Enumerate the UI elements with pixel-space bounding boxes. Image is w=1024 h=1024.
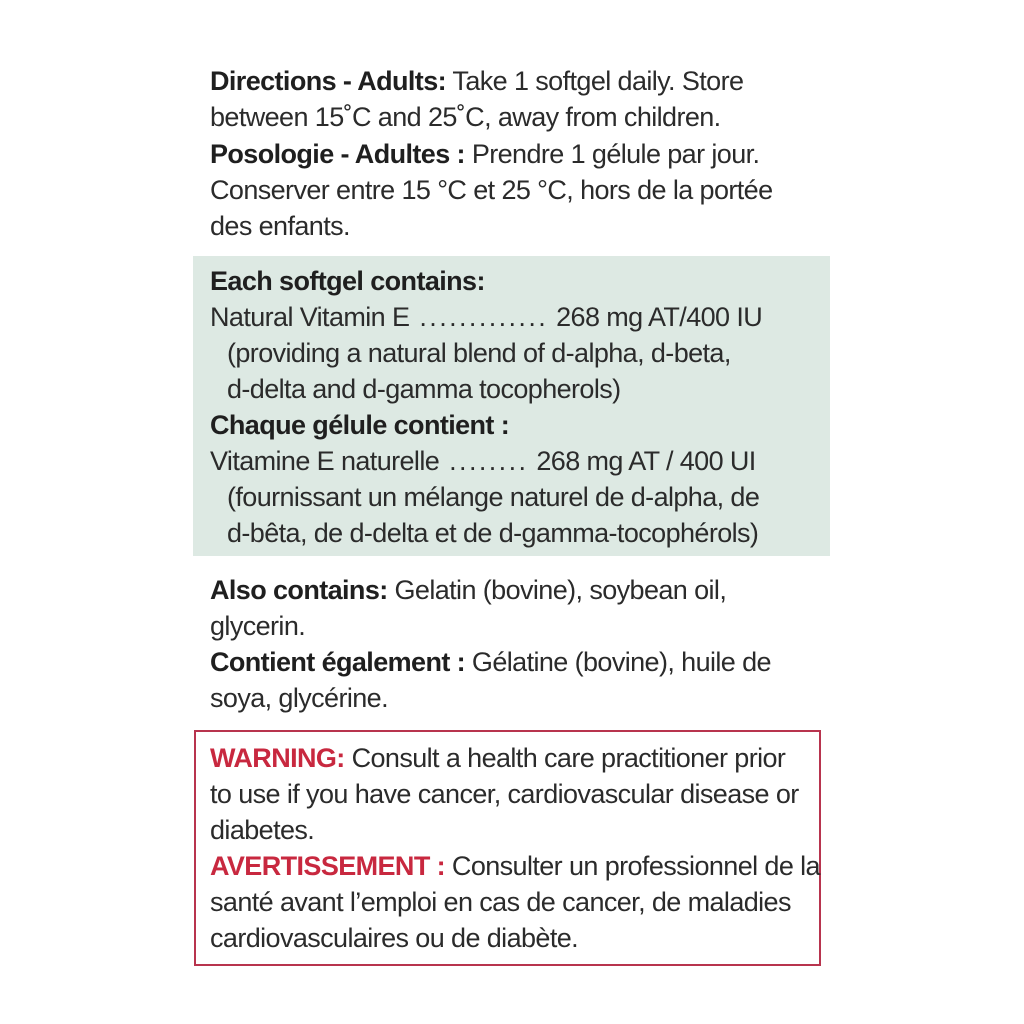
warning-section	[210, 740, 820, 956]
medicinal-en-note-2: d-delta and d-gamma tocopherols)	[227, 374, 621, 404]
non-medicinal-fr-heading: Contient également :	[210, 647, 466, 677]
warning-fr-text-1: Consulter un professionnel de la	[445, 851, 820, 881]
directions-en-text-1: Take 1 softgel daily. Store	[446, 66, 744, 96]
medicinal-en-amount: 268 mg AT/400 IU	[556, 302, 763, 332]
medicinal-en-note	[210, 335, 820, 407]
medicinal-fr-heading: Chaque gélule contient :	[210, 410, 510, 440]
non-medicinal-en-text-1: Gelatin (bovine), soybean oil,	[387, 575, 727, 605]
non-medicinal-en-text-2: glycerin.	[210, 611, 306, 641]
directions-fr-text-2: Conserver entre 15 °C et 25 °C, hors de la portée	[210, 175, 773, 205]
medicinal-ingredients-section	[210, 263, 820, 551]
directions-fr-heading: Posologie - Adultes :	[210, 139, 465, 169]
directions-fr-text-3: des enfants.	[210, 211, 350, 241]
medicinal-fr-amount: 268 mg AT / 400 UI	[536, 446, 756, 476]
warning-fr-text-3: cardiovasculaires ou de diabète.	[210, 923, 579, 953]
directions-en-text-2: between 15˚C and 25˚C, away from children.	[210, 102, 721, 132]
medicinal-en-heading: Each softgel contains:	[210, 266, 485, 296]
medicinal-en-ingredient: Natural Vitamin E	[210, 302, 410, 332]
warning-fr	[210, 848, 820, 956]
medicinal-fr-ingredient: Vitamine E naturelle	[210, 446, 440, 476]
non-medicinal-fr-text-1: Gélatine (bovine), huile de	[465, 647, 771, 677]
directions-fr-text-1: Prendre 1 gélule par jour.	[464, 139, 760, 169]
warning-en-heading: WARNING:	[210, 743, 345, 773]
directions-en	[210, 63, 820, 135]
warning-en-text-1: Consult a health care practitioner prior	[344, 743, 786, 773]
non-medicinal-fr-text-2: soya, glycérine.	[210, 683, 388, 713]
medicinal-en-dots: .............	[419, 302, 549, 332]
medicinal-en-note-1: (providing a natural blend of d-alpha, d-beta,	[227, 338, 731, 368]
medicinal-fr-note-2: d-bêta, de d-delta et de d-gamma-tocophérols)	[227, 518, 759, 548]
warning-en-text-3: diabetes.	[210, 815, 315, 845]
warning-en-text-2: to use if you have cancer, cardiovascular disease or	[210, 779, 799, 809]
medicinal-fr-row	[210, 443, 820, 479]
non-medicinal-fr	[210, 644, 820, 716]
warning-fr-text-2: santé avant l’emploi en cas de cancer, de maladies	[210, 887, 791, 917]
directions-fr	[210, 136, 820, 244]
non-medicinal-en-heading: Also contains:	[210, 575, 388, 605]
warning-fr-heading: AVERTISSEMENT :	[210, 851, 446, 881]
non-medicinal-en	[210, 572, 820, 644]
non-medicinal-section	[210, 572, 820, 716]
directions-en-heading: Directions - Adults:	[210, 66, 447, 96]
medicinal-fr-note	[210, 479, 820, 551]
medicinal-en-row	[210, 299, 820, 335]
warning-en	[210, 740, 820, 848]
medicinal-fr-note-1: (fournissant un mélange naturel de d-alpha, de	[227, 482, 760, 512]
medicinal-fr-dots: ........	[449, 446, 529, 476]
directions-section	[210, 63, 820, 244]
